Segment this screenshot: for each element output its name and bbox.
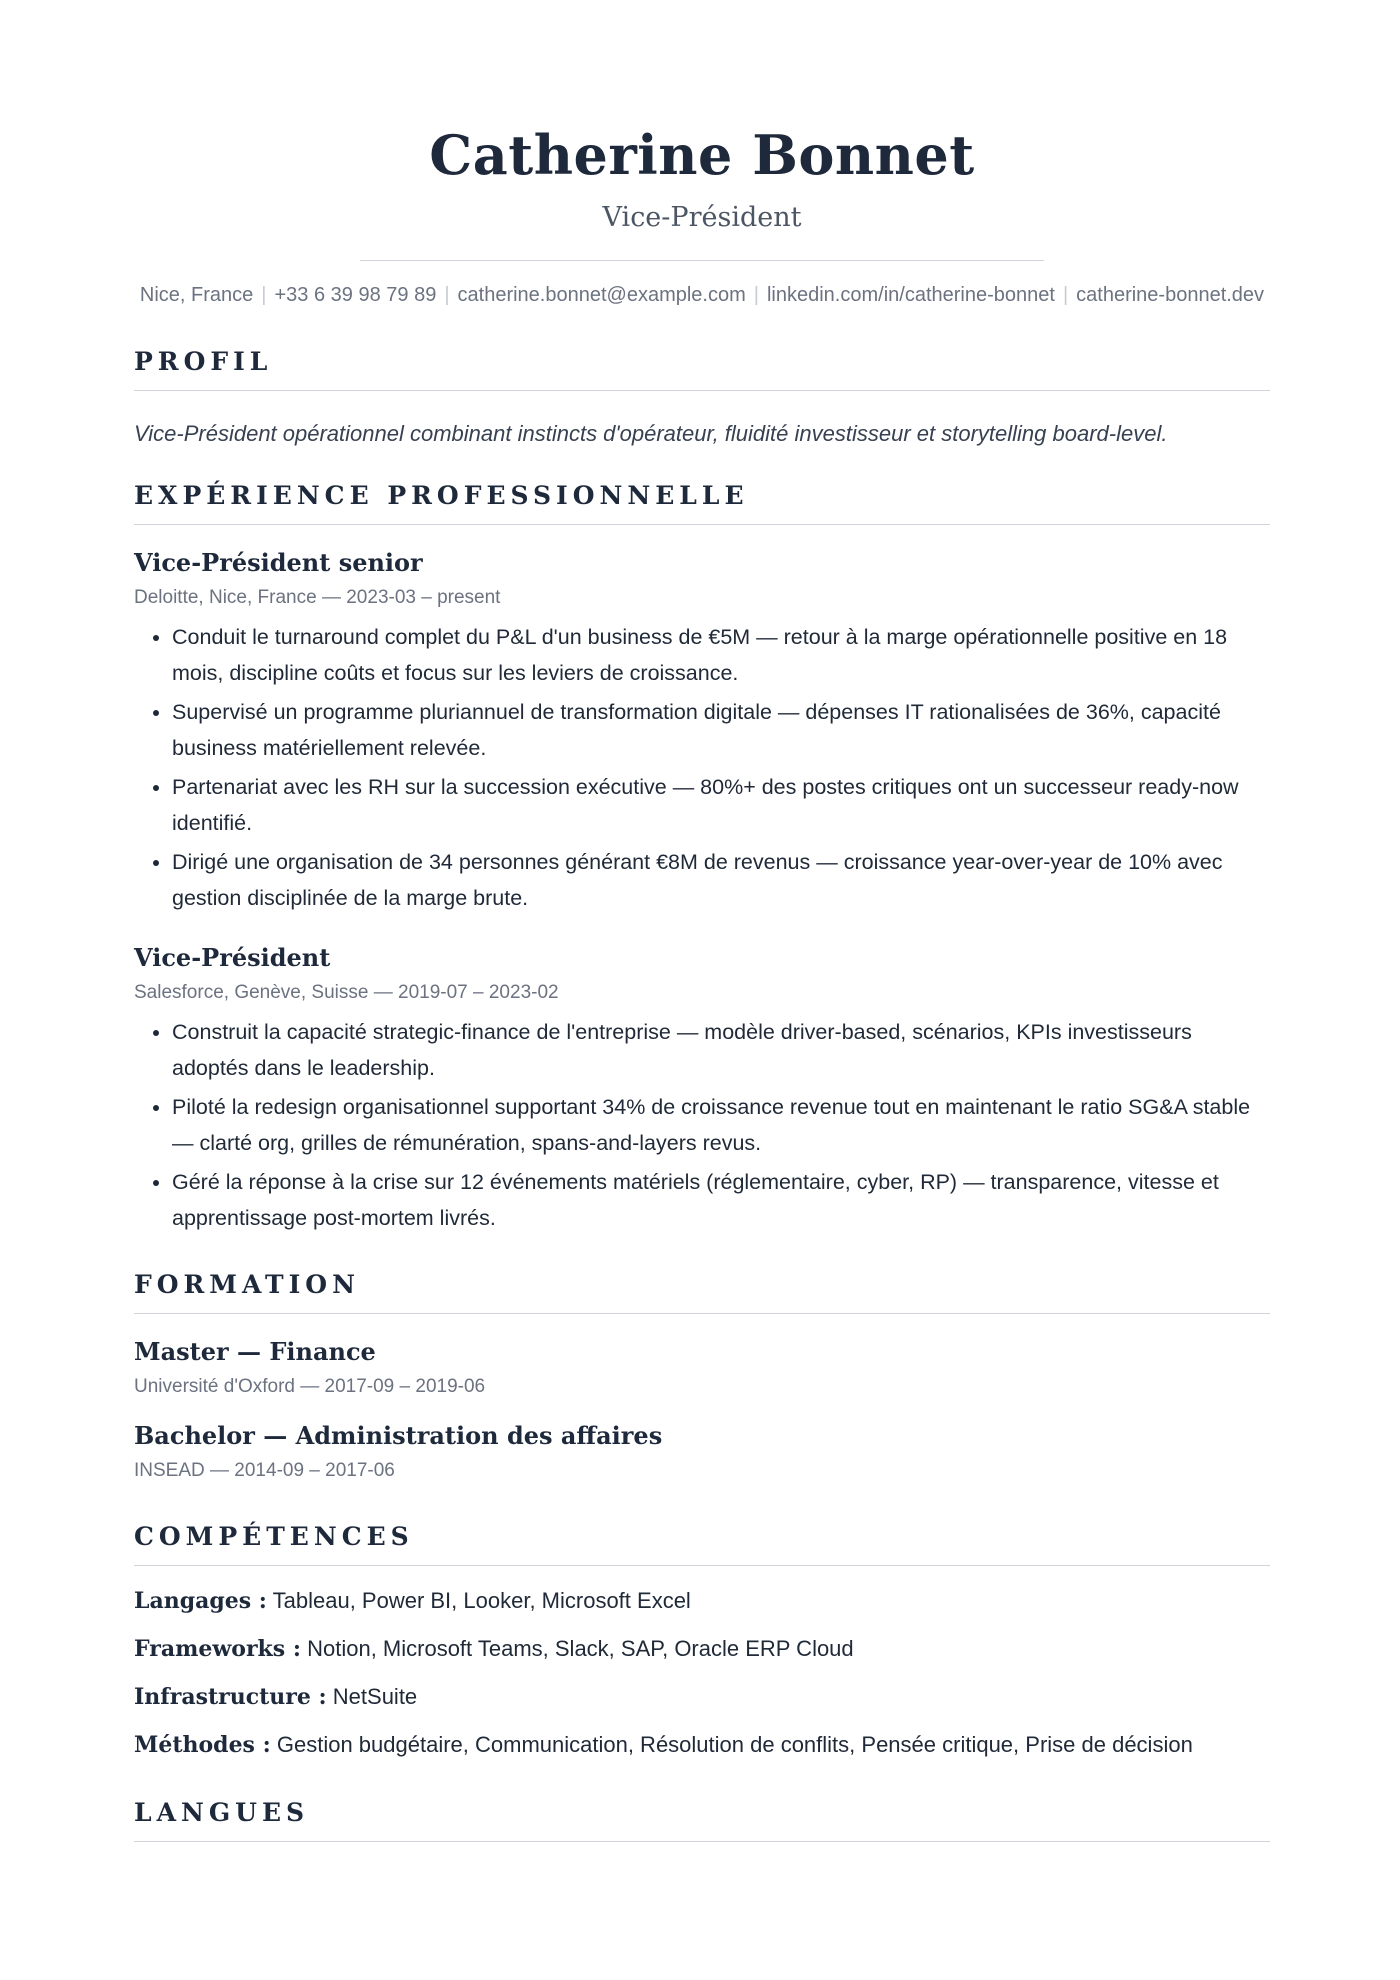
education-entry xyxy=(134,1420,1270,1486)
candidate-name: Catherine Bonnet xyxy=(429,123,975,187)
job-meta: Deloitte, Nice, France — 2023-03 – present xyxy=(134,587,501,608)
job-bullet: • Construit la capacité strategic-finance de l'entreprise — modèle driver-based, scénarios, KPIs investisseurs adoptés dans le leadership. xyxy=(172,1014,1270,1086)
contact-email[interactable]: catherine.bonnet@example.com xyxy=(457,284,746,306)
section-title-languages: LANGUES xyxy=(134,1798,1270,1842)
resume-header xyxy=(134,0,1270,311)
skills-row-value: NetSuite xyxy=(332,1684,418,1709)
degree-meta: INSEAD — 2014-09 – 2017-06 xyxy=(134,1460,395,1481)
contact-linkedin[interactable]: linkedin.com/in/catherine-bonnet xyxy=(766,284,1055,306)
contact-website[interactable]: catherine-bonnet.dev xyxy=(1076,284,1265,306)
section-title-education: FORMATION xyxy=(134,1270,1270,1314)
contact-separator: | xyxy=(753,284,759,306)
skills-row xyxy=(134,1680,1270,1714)
job-title: Vice-Président xyxy=(134,943,331,972)
resume-page xyxy=(134,0,1270,1842)
header-divider xyxy=(360,260,1044,261)
job-bullet: • Supervisé un programme pluriannuel de transformation digitale — dépenses IT rationalisées de 36%, capacité business matériellement relevée. xyxy=(172,694,1270,766)
skills-list xyxy=(134,1584,1270,1762)
degree-title: Bachelor — Administration des affaires xyxy=(134,1421,663,1450)
section-title-skills: COMPÉTENCES xyxy=(134,1522,1270,1566)
skills-row xyxy=(134,1584,1270,1618)
degree-title: Master — Finance xyxy=(134,1337,376,1366)
job-entry xyxy=(134,547,1270,916)
skills-row-label: Frameworks : xyxy=(134,1636,301,1662)
job-bullets xyxy=(134,1014,1270,1236)
job-bullet: • Dirigé une organisation de 34 personnes générant €8M de revenus — croissance year-over-year de 10% avec gestion disciplinée de la marge brute. xyxy=(172,844,1270,916)
profile-summary: Vice-Président opérationnel combinant instincts d'opérateur, fluidité investisseur et storytelling board-level. xyxy=(134,421,1168,446)
skills-row xyxy=(134,1728,1270,1762)
contact-separator: | xyxy=(444,284,450,306)
job-meta: Salesforce, Genève, Suisse — 2019-07 – 2023-02 xyxy=(134,982,559,1003)
candidate-headline: Vice-Président xyxy=(602,202,802,233)
job-bullet: • Géré la réponse à la crise sur 12 événements matériels (réglementaire, cyber, RP) — transparence, vitesse et apprentissage post-mortem livrés. xyxy=(172,1164,1270,1236)
skills-row-value: Tableau, Power BI, Looker, Microsoft Excel xyxy=(272,1588,691,1613)
profile-section xyxy=(134,347,1270,451)
job-entry xyxy=(134,942,1270,1236)
skills-row-label: Infrastructure : xyxy=(134,1684,327,1710)
skills-row xyxy=(134,1632,1270,1666)
contact-separator: | xyxy=(261,284,267,306)
contact-separator: | xyxy=(1062,284,1069,306)
job-bullet: • Conduit le turnaround complet du P&L d'un business de €5M — retour à la marge opérationnelle positive en 18 mois, discipline coûts et focus sur les leviers de croissance. xyxy=(172,619,1270,691)
skills-row-label: Langages : xyxy=(134,1588,267,1614)
languages-section xyxy=(134,1798,1270,1842)
job-bullets xyxy=(134,619,1270,916)
section-title-experience: EXPÉRIENCE PROFESSIONNELLE xyxy=(134,481,1270,525)
skills-row-value: Notion, Microsoft Teams, Slack, SAP, Oracle ERP Cloud xyxy=(307,1636,854,1661)
job-bullet: • Partenariat avec les RH sur la succession exécutive — 80%+ des postes critiques ont un successeur ready-now identifié. xyxy=(172,769,1270,841)
skills-row-value: Gestion budgétaire, Communication, Résolution de conflits, Pensée critique, Prise de décision xyxy=(276,1732,1193,1757)
education-entry xyxy=(134,1336,1270,1402)
contact-line xyxy=(134,279,1270,311)
education-section xyxy=(134,1270,1270,1486)
contact-phone[interactable]: +33 6 39 98 79 89 xyxy=(274,284,437,306)
contact-location: Nice, France xyxy=(139,284,254,306)
degree-meta: Université d'Oxford — 2017-09 – 2019-06 xyxy=(134,1376,486,1397)
skills-section xyxy=(134,1522,1270,1762)
job-title: Vice-Président senior xyxy=(134,548,423,577)
job-bullet: • Piloté la redesign organisationnel supportant 34% de croissance revenue tout en maintenant le ratio SG&A stable — clarté org, grilles de rémunération, spans-and-layers revus. xyxy=(172,1089,1270,1161)
skills-row-label: Méthodes : xyxy=(134,1732,271,1758)
experience-section xyxy=(134,481,1270,1236)
section-title-profile: PROFIL xyxy=(134,347,1270,391)
